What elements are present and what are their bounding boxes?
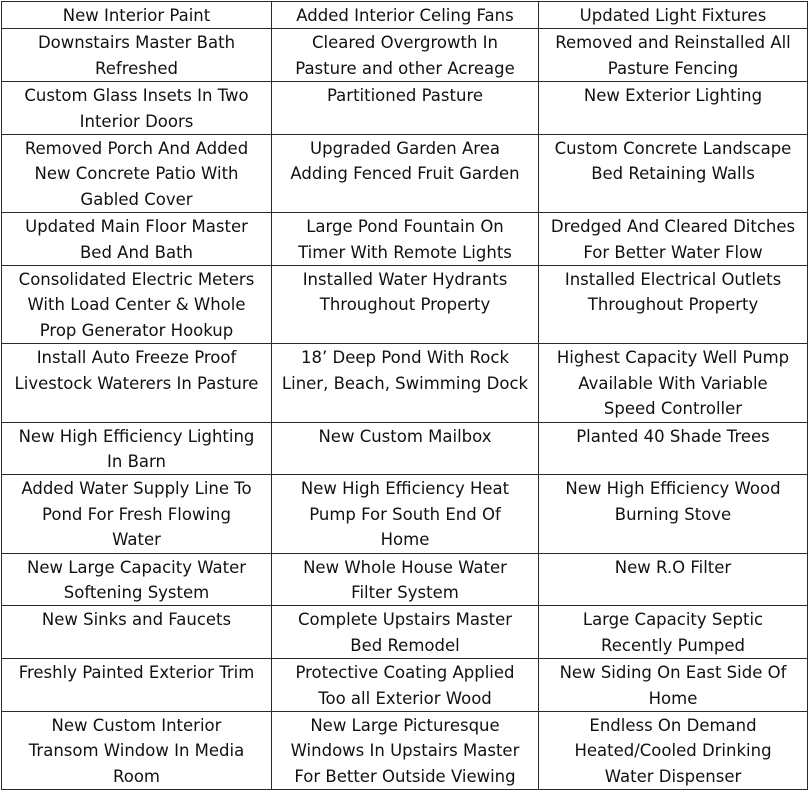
table-cell: Endless On Demand Heated/Cooled Drinking Water Dispenser bbox=[539, 711, 808, 789]
table-cell: New High Efficiency Heat Pump For South End Of Home bbox=[272, 475, 539, 553]
table-cell: New High Efficiency Wood Burning Stove bbox=[539, 475, 808, 553]
table-row bbox=[2, 266, 808, 344]
table-cell: Protective Coating Applied Too all Exterior Wood bbox=[272, 659, 539, 712]
table-cell: Removed Porch And Added New Concrete Patio With Gabled Cover bbox=[2, 135, 272, 213]
table-cell: Custom Glass Insets In Two Interior Doors bbox=[2, 82, 272, 135]
table-cell: Added Interior Celing Fans bbox=[272, 2, 539, 29]
table-row bbox=[2, 29, 808, 82]
table-cell: 18’ Deep Pond With Rock Liner, Beach, Swimming Dock bbox=[272, 344, 539, 422]
table-row bbox=[2, 344, 808, 422]
table-cell: New Exterior Lighting bbox=[539, 82, 808, 135]
table-row bbox=[2, 553, 808, 606]
table-cell: Install Auto Freeze Proof Livestock Waterers In Pasture bbox=[2, 344, 272, 422]
table-cell: Removed and Reinstalled All Pasture Fencing bbox=[539, 29, 808, 82]
improvements-table-body bbox=[2, 2, 808, 790]
table-row bbox=[2, 475, 808, 553]
table-cell: New Custom Interior Transom Window In Media Room bbox=[2, 711, 272, 789]
table-cell: Cleared Overgrowth In Pasture and other Acreage bbox=[272, 29, 539, 82]
table-cell: Partitioned Pasture bbox=[272, 82, 539, 135]
table-row bbox=[2, 135, 808, 213]
table-cell: Downstairs Master Bath Refreshed bbox=[2, 29, 272, 82]
table-cell: Dredged And Cleared Ditches For Better Water Flow bbox=[539, 213, 808, 266]
table-cell: Freshly Painted Exterior Trim bbox=[2, 659, 272, 712]
table-cell: Highest Capacity Well Pump Available With Variable Speed Controller bbox=[539, 344, 808, 422]
table-row bbox=[2, 606, 808, 659]
table-cell: New Large Capacity Water Softening System bbox=[2, 553, 272, 606]
table-cell: Large Capacity Septic Recently Pumped bbox=[539, 606, 808, 659]
table-cell: Complete Upstairs Master Bed Remodel bbox=[272, 606, 539, 659]
table-cell: New Whole House Water Filter System bbox=[272, 553, 539, 606]
table-cell: Custom Concrete Landscape Bed Retaining Walls bbox=[539, 135, 808, 213]
table-row bbox=[2, 422, 808, 475]
improvements-table bbox=[1, 1, 808, 790]
table-row bbox=[2, 213, 808, 266]
table-cell: New Large Picturesque Windows In Upstairs Master For Better Outside Viewing bbox=[272, 711, 539, 789]
table-cell: New R.O Filter bbox=[539, 553, 808, 606]
table-row bbox=[2, 82, 808, 135]
table-cell: Updated Main Floor Master Bed And Bath bbox=[2, 213, 272, 266]
table-cell: New Siding On East Side Of Home bbox=[539, 659, 808, 712]
table-row bbox=[2, 711, 808, 789]
table-cell: Planted 40 Shade Trees bbox=[539, 422, 808, 475]
table-cell: New Interior Paint bbox=[2, 2, 272, 29]
table-row bbox=[2, 659, 808, 712]
table-cell: Upgraded Garden Area Adding Fenced Fruit Garden bbox=[272, 135, 539, 213]
table-cell: Large Pond Fountain On Timer With Remote Lights bbox=[272, 213, 539, 266]
table-cell: New Custom Mailbox bbox=[272, 422, 539, 475]
table-row bbox=[2, 2, 808, 29]
table-cell: New High Efficiency Lighting In Barn bbox=[2, 422, 272, 475]
table-cell: Installed Electrical Outlets Throughout Property bbox=[539, 266, 808, 344]
table-cell: Consolidated Electric Meters With Load Center & Whole Prop Generator Hookup bbox=[2, 266, 272, 344]
table-cell: New Sinks and Faucets bbox=[2, 606, 272, 659]
table-cell: Installed Water Hydrants Throughout Property bbox=[272, 266, 539, 344]
table-cell: Updated Light Fixtures bbox=[539, 2, 808, 29]
table-cell: Added Water Supply Line To Pond For Fresh Flowing Water bbox=[2, 475, 272, 553]
